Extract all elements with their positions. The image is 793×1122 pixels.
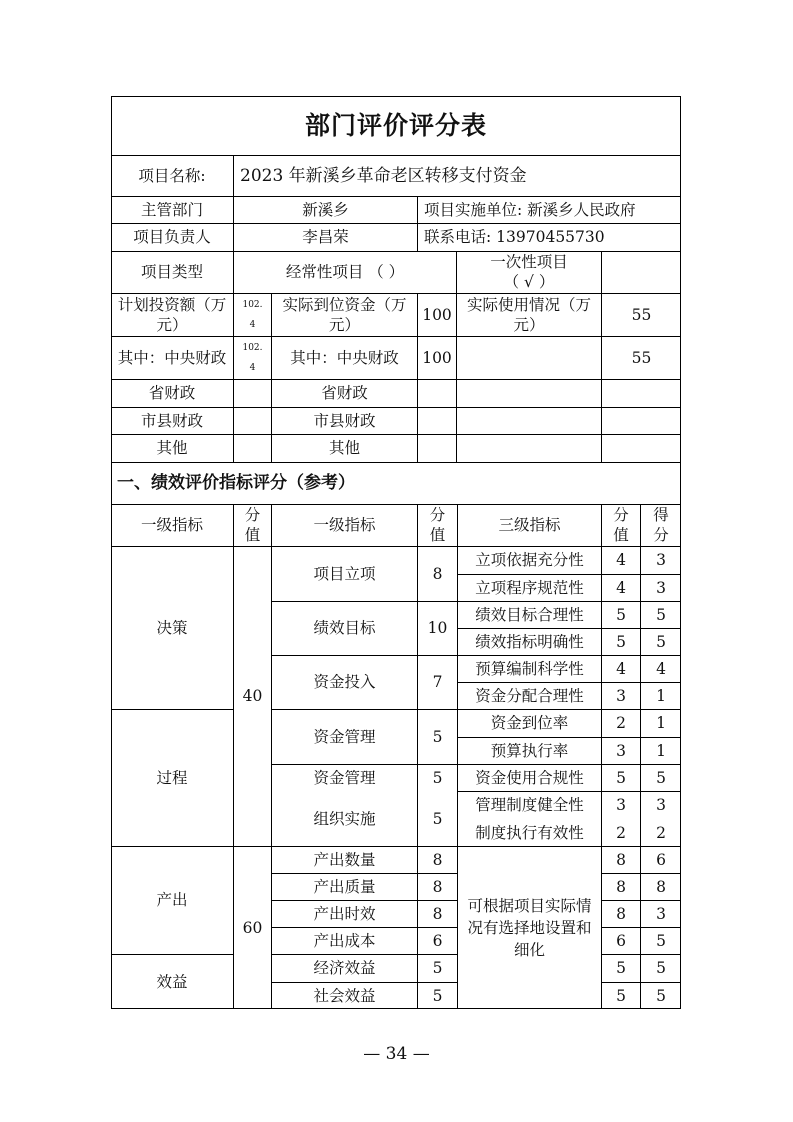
level2-score: 8 bbox=[432, 877, 443, 896]
level2-name: 社会效益 bbox=[313, 986, 376, 1005]
output-got: 8 bbox=[656, 877, 666, 896]
group-score-60: 60 bbox=[242, 918, 263, 937]
level2-score: 7 bbox=[432, 673, 443, 691]
level1-decision: 决策 bbox=[156, 618, 188, 637]
level2-name: 资金管理 bbox=[313, 727, 376, 746]
level3-name: 立项程序规范性 bbox=[475, 578, 584, 597]
level2-score: 8 bbox=[432, 564, 443, 583]
output-score: 5 bbox=[616, 986, 626, 1005]
header-got bbox=[641, 504, 681, 546]
level2-score: 6 bbox=[432, 931, 443, 950]
level3-score: 3 bbox=[616, 741, 626, 760]
level2-name: 产出质量 bbox=[313, 877, 376, 896]
output-score: 8 bbox=[616, 877, 626, 896]
central-actual-label: 其中：中央财政 bbox=[290, 348, 399, 367]
central-finance-label: 其中：中央财政 bbox=[117, 348, 227, 367]
level2-name: 产出数量 bbox=[313, 850, 376, 869]
central-plan-value bbox=[234, 336, 271, 379]
plan-investment-value bbox=[234, 293, 271, 336]
plan-label-line1: 计划投资额（万 bbox=[117, 295, 227, 314]
header-score-3-b: 值 bbox=[613, 526, 629, 544]
actual-label-line1: 实际到位资金（万 bbox=[282, 295, 407, 314]
output-score: 8 bbox=[616, 904, 626, 923]
phone: 联系电话: 13970455730 bbox=[424, 228, 605, 246]
level3-score: 5 bbox=[616, 605, 626, 624]
used-label-line2: 元） bbox=[513, 315, 545, 334]
level3-name: 预算编制科学性 bbox=[475, 659, 584, 678]
header-got-b: 分 bbox=[653, 526, 669, 544]
header-score-2-a: 分 bbox=[429, 506, 446, 524]
dept-label: 主管部门 bbox=[140, 200, 203, 219]
level3-score: 5 bbox=[616, 768, 626, 787]
level2-score: 5 bbox=[432, 986, 443, 1005]
plan-value-line2: 4 bbox=[249, 319, 256, 330]
central-used-value: 55 bbox=[631, 348, 652, 367]
level3-got: 2 bbox=[656, 823, 666, 842]
level3-got: 4 bbox=[656, 659, 666, 678]
plan-investment-label bbox=[111, 293, 233, 336]
actual-used-value: 55 bbox=[631, 305, 652, 324]
output-score: 5 bbox=[616, 959, 626, 977]
header-level3: 三级指标 bbox=[498, 516, 561, 534]
level3-name: 制度执行有效性 bbox=[475, 823, 584, 842]
level1-process: 过程 bbox=[156, 768, 188, 787]
actual-label-line2: 元） bbox=[328, 315, 360, 334]
implementing-unit: 项目实施单位: 新溪乡人民政府 bbox=[424, 200, 636, 219]
level3-name: 绩效指标明确性 bbox=[475, 632, 584, 651]
level3-name: 资金分配合理性 bbox=[475, 686, 584, 705]
level3-score: 4 bbox=[616, 578, 626, 597]
level3-score: 4 bbox=[616, 659, 626, 678]
output-got: 6 bbox=[656, 850, 666, 869]
province-finance-label-2: 省财政 bbox=[321, 384, 368, 402]
level1-benefit: 效益 bbox=[156, 972, 188, 991]
level3-score: 4 bbox=[616, 551, 626, 569]
level2-score: 5 bbox=[432, 959, 443, 977]
project-name-value: 2023 年新溪乡革命老区转移支付资金 bbox=[240, 165, 527, 186]
level3-got: 1 bbox=[656, 741, 666, 760]
level3-score: 5 bbox=[616, 632, 626, 651]
actual-funds-label bbox=[272, 293, 417, 336]
level2-score: 8 bbox=[432, 850, 443, 869]
level3-got: 1 bbox=[656, 686, 666, 705]
level2-name: 产出成本 bbox=[313, 931, 376, 950]
level3-got: 3 bbox=[656, 578, 666, 597]
level3-got: 1 bbox=[656, 714, 666, 732]
other-finance-label: 其他 bbox=[156, 439, 188, 457]
header-score-1-a: 分 bbox=[244, 506, 261, 524]
type-one-time-line1: 一次性项目 bbox=[490, 253, 568, 271]
county-finance-label-2: 市县财政 bbox=[313, 411, 376, 430]
actual-used-label bbox=[457, 293, 601, 336]
output-got: 5 bbox=[656, 986, 666, 1005]
level3-got: 5 bbox=[656, 632, 666, 651]
level3-name: 预算执行率 bbox=[490, 741, 569, 760]
header-score-1-b: 值 bbox=[244, 526, 261, 544]
level3-got: 3 bbox=[656, 551, 666, 569]
project-type-label: 项目类型 bbox=[140, 263, 203, 281]
header-score-3-a: 分 bbox=[613, 506, 629, 524]
leader-value: 李昌荣 bbox=[302, 228, 349, 246]
output-got: 5 bbox=[656, 959, 666, 977]
central-plan-line1: 102. bbox=[242, 342, 263, 353]
page-title: 部门评价评分表 bbox=[304, 110, 487, 140]
type-regular: 经常性项目 （ ） bbox=[285, 263, 405, 281]
evaluation-score-sheet bbox=[111, 96, 681, 1009]
level3-got: 5 bbox=[656, 605, 666, 624]
level2-name: 项目立项 bbox=[313, 564, 376, 583]
other-finance-label-2: 其他 bbox=[328, 439, 360, 457]
level2-score: 10 bbox=[427, 619, 448, 637]
level2-name: 资金管理 bbox=[313, 768, 376, 787]
level3-name: 资金使用合规性 bbox=[475, 768, 584, 787]
used-label-line1: 实际使用情况（万 bbox=[466, 295, 591, 314]
level2-score: 5 bbox=[432, 727, 443, 746]
header-score-2 bbox=[418, 504, 457, 546]
level3-got: 3 bbox=[656, 796, 666, 814]
plan-value-line1: 102. bbox=[242, 299, 263, 310]
level3-name: 管理制度健全性 bbox=[475, 796, 584, 814]
level3-score: 2 bbox=[616, 714, 626, 732]
type-one-time-line2: （ √ ） bbox=[503, 273, 555, 291]
section-title: 一、绩效评价指标评分（参考） bbox=[117, 473, 355, 493]
output-got: 3 bbox=[656, 904, 666, 923]
dept-value: 新溪乡 bbox=[302, 200, 349, 219]
output-score: 6 bbox=[616, 931, 626, 950]
level3-score: 3 bbox=[616, 686, 626, 705]
header-score-3 bbox=[602, 504, 640, 546]
level1-output: 产出 bbox=[156, 891, 188, 909]
header-score-1 bbox=[234, 504, 271, 546]
group-score-40: 40 bbox=[242, 687, 263, 705]
level3-score: 2 bbox=[616, 823, 626, 842]
level3-got: 5 bbox=[656, 768, 666, 787]
output-score: 8 bbox=[616, 850, 626, 869]
level3-name: 绩效目标合理性 bbox=[475, 605, 584, 624]
level3-name: 资金到位率 bbox=[490, 714, 569, 732]
level2-name: 产出时效 bbox=[313, 904, 376, 923]
level2-score: 5 bbox=[432, 768, 443, 787]
page-number: — 34 — bbox=[363, 1044, 430, 1064]
level2-name: 经济效益 bbox=[313, 959, 376, 977]
central-plan-line2: 4 bbox=[249, 362, 256, 373]
level2-name: 组织实施 bbox=[313, 809, 376, 828]
type-one-time bbox=[457, 251, 601, 293]
level2-name: 绩效目标 bbox=[313, 619, 376, 637]
level2-score: 8 bbox=[432, 904, 443, 923]
header-score-2-b: 值 bbox=[429, 526, 446, 544]
header-got-a: 得 bbox=[653, 506, 669, 524]
output-got: 5 bbox=[656, 931, 666, 950]
level3-name: 立项依据充分性 bbox=[475, 551, 584, 569]
output-note: 可根据项目实际情况有选择地设置和细化 bbox=[467, 896, 592, 959]
project-name-label: 项目名称: bbox=[138, 166, 206, 185]
leader-label: 项目负责人 bbox=[133, 228, 211, 246]
level3-score: 3 bbox=[616, 796, 626, 814]
central-actual-value: 100 bbox=[422, 348, 452, 367]
actual-funds-value: 100 bbox=[422, 305, 452, 324]
header-level2: 一级指标 bbox=[313, 516, 376, 534]
province-finance-label: 省财政 bbox=[148, 384, 196, 402]
level2-score: 5 bbox=[432, 809, 443, 828]
level2-name: 资金投入 bbox=[313, 673, 376, 691]
plan-label-line2: 元） bbox=[156, 315, 188, 334]
county-finance-label: 市县财政 bbox=[140, 411, 203, 430]
header-level1: 一级指标 bbox=[140, 516, 203, 534]
